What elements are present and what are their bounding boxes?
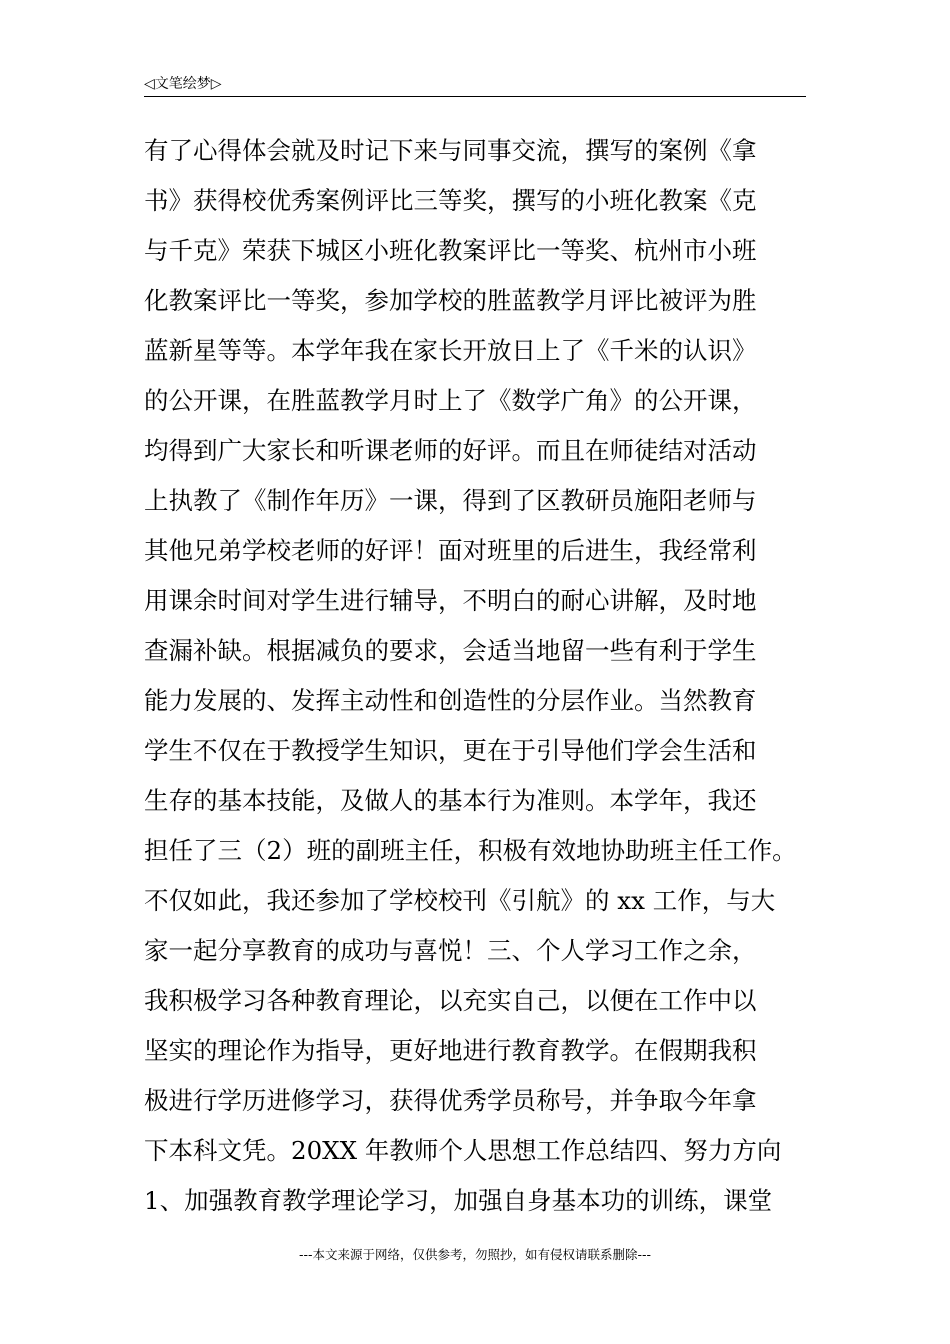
- body-line-8: 上执教了《制作年历》一课，得到了区教研员施阳老师与: [144, 486, 757, 515]
- body-line-10: 用课余时间对学生进行辅导，不明白的耐心讲解，及时地: [144, 586, 757, 615]
- body-line-22: 1、加强教育教学理论学习，加强自身基本功的训练，课堂: [144, 1186, 773, 1215]
- page-header: [144, 74, 806, 97]
- body-line-7: 均得到广大家长和听课老师的好评。而且在师徒结对活动: [144, 436, 757, 465]
- body-line-18: 我积极学习各种教育理论，以充实自己，以便在工作中以: [144, 986, 757, 1015]
- body-line-5: 蓝新星等等。本学年我在家长开放日上了《千米的认识》: [144, 336, 757, 365]
- body-line-2: 书》获得校优秀案例评比三等奖，撰写的小班化教案《克: [144, 186, 757, 215]
- body-line-21: 下本科文凭。20XX 年教师个人思想工作总结四、努力方向: [144, 1136, 782, 1165]
- body-line-19: 坚实的理论作为指导，更好地进行教育教学。在假期我积: [144, 1036, 757, 1065]
- body-line-17: 家一起分享教育的成功与喜悦！三、个人学习工作之余，: [144, 936, 757, 965]
- body-line-9: 其他兄弟学校老师的好评！面对班里的后进生，我经常利: [144, 536, 757, 565]
- body-line-14: 生存的基本技能，及做人的基本行为准则。本学年，我还: [144, 786, 757, 815]
- body-line-3: 与千克》荣获下城区小班化教案评比一等奖、杭州市小班: [144, 236, 757, 265]
- body-line-4: 化教案评比一等奖，参加学校的胜蓝教学月评比被评为胜: [144, 286, 757, 315]
- body-line-16: 不仅如此，我还参加了学校校刊《引航》的 xx 工作，与大: [144, 886, 776, 915]
- body-line-6: 的公开课，在胜蓝教学月时上了《数学广角》的公开课，: [144, 386, 757, 415]
- document-body: [144, 126, 824, 1226]
- body-line-13: 学生不仅在于教授学生知识，更在于引导他们学会生活和: [144, 736, 757, 765]
- header-title: ◁文笔绘梦▷: [144, 76, 222, 92]
- body-line-11: 查漏补缺。根据减负的要求，会适当地留一些有利于学生: [144, 636, 757, 665]
- body-line-12: 能力发展的、发挥主动性和创造性的分层作业。当然教育: [144, 686, 757, 715]
- body-line-15: 担任了三（2）班的副班主任，积极有效地协助班主任工作。: [144, 836, 797, 865]
- body-line-1: 有了心得体会就及时记下来与同事交流，撰写的案例《拿: [144, 136, 757, 165]
- body-line-20: 极进行学历进修学习，获得优秀学员称号，并争取今年拿: [144, 1086, 757, 1115]
- page-footer: ---本文来源于网络，仅供参考，勿照抄，如有侵权请联系删除---: [298, 1247, 652, 1262]
